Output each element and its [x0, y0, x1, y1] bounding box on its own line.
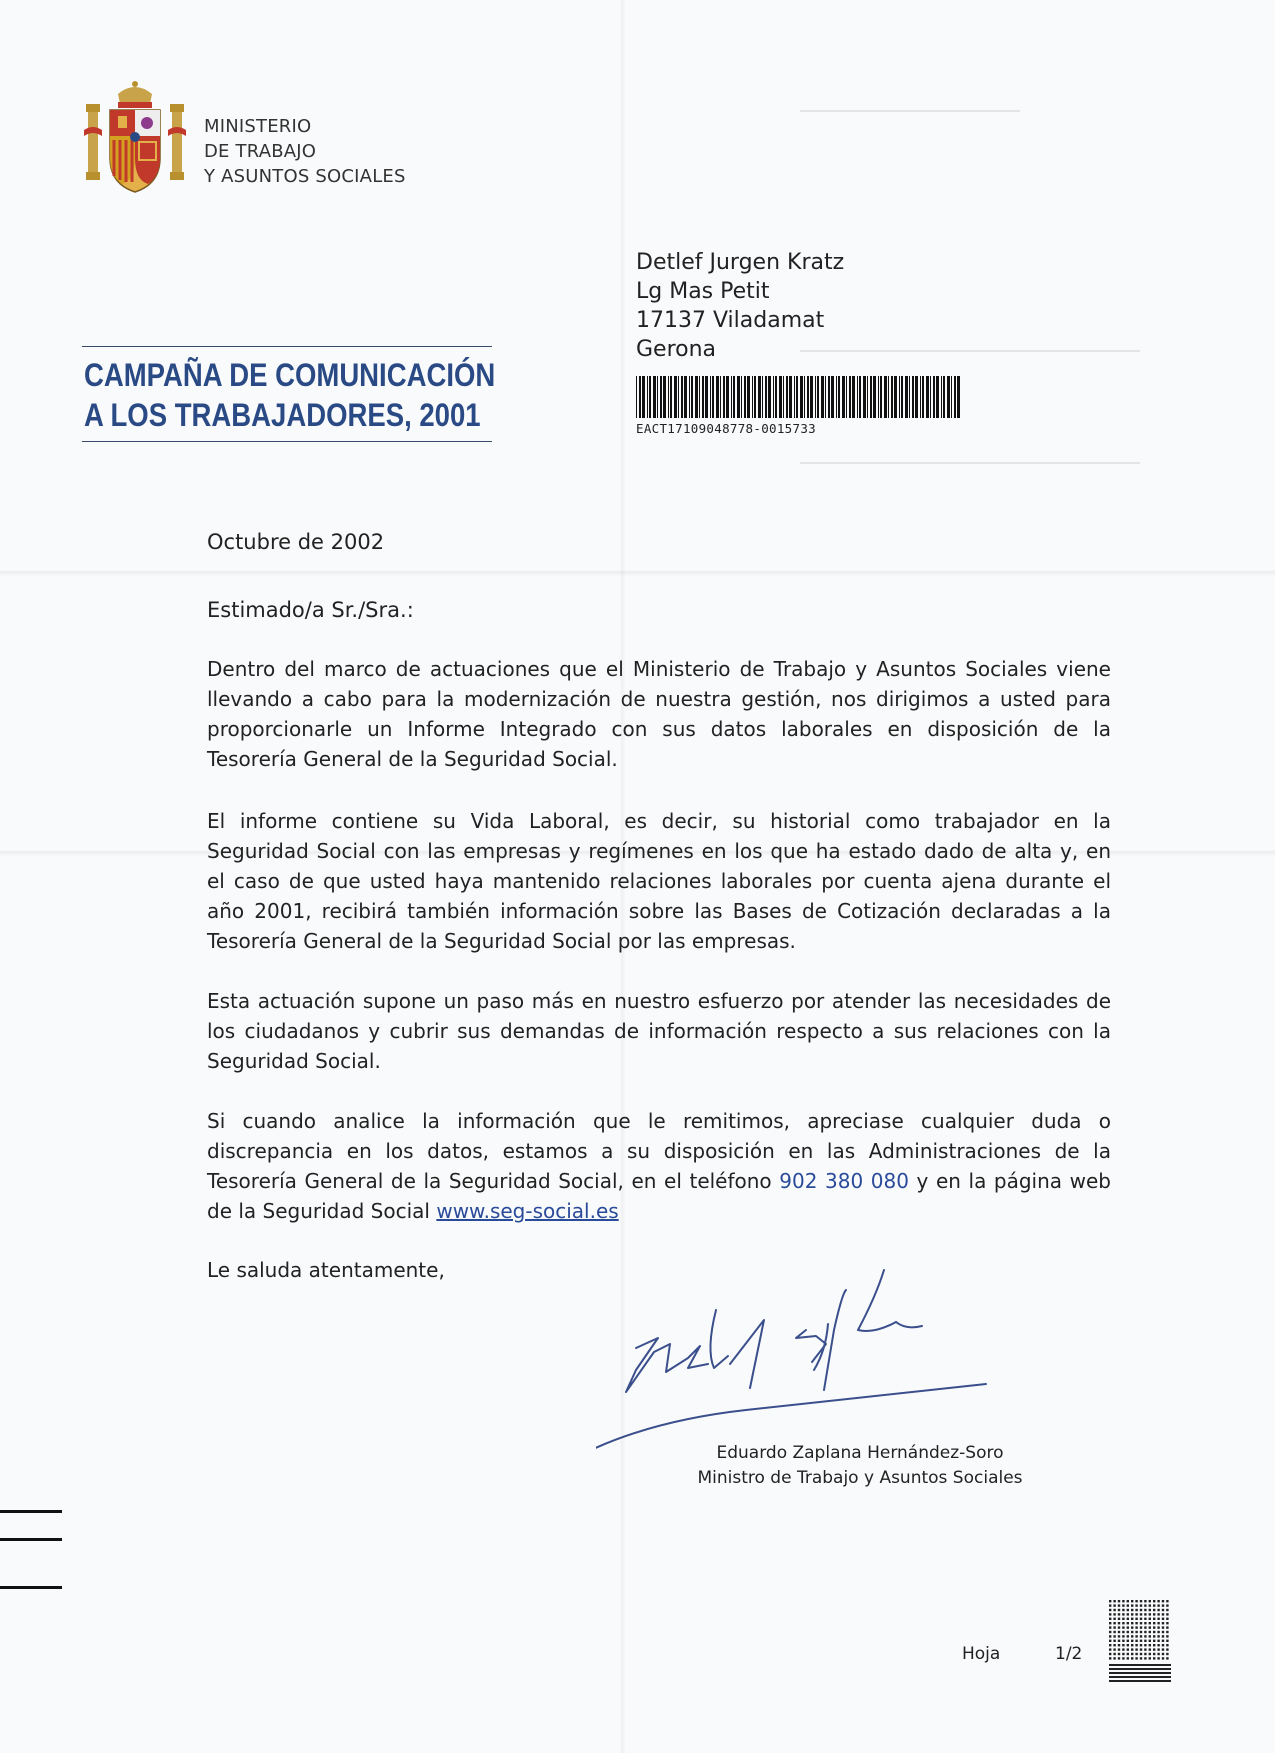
recipient-address	[636, 248, 844, 364]
barcode	[636, 376, 964, 418]
barcode-number: EACT17109048778-0015733	[636, 421, 816, 436]
paragraph-2: El informe contiene su Vida Laboral, es decir, su historial como trabajador en la Seguridad Social con las empresas y regímenes en los que ha estado dado de alta y, en el caso de que usted haya mantenido relaciones laborales por cuenta ajena durante el año 2001, recibirá también información sobre las Bases de Cotización declaradas a la Tesorería General de la Seguridad Social por las empresas.	[207, 809, 1111, 953]
paragraph-4	[207, 1106, 1111, 1226]
letter-date: Octubre de 2002	[207, 530, 385, 554]
dot-code-icon	[1109, 1600, 1171, 1682]
recipient-name: Detlef Jurgen Kratz	[636, 250, 845, 275]
paragraph-4-text-b: y en la página web de la Seguridad Social	[207, 1169, 1111, 1223]
recipient-street: Lg Mas Petit	[636, 279, 770, 304]
signer-block	[610, 1441, 1110, 1491]
paragraph-1: Dentro del marco de actuaciones que el Ministerio de Trabajo y Asuntos Sociales viene llevando a cabo para la modernización de nuestra gestión, nos dirigimos a usted para proporcionarle un Informe Integrado con sus datos laborales en disposición de la Tesorería General de la Seguridad Social.	[207, 657, 1111, 771]
page-label: Hoja	[962, 1644, 1001, 1664]
phone-number: 902 380 080	[779, 1169, 909, 1193]
signer-name: Eduardo Zaplana Hernández-Soro	[716, 1443, 1004, 1463]
recipient-city: 17137 Viladamat	[636, 308, 825, 333]
ministry-line-3: Y ASUNTOS SOCIALES	[204, 166, 406, 187]
website-link[interactable]: www.seg-social.es	[436, 1199, 619, 1223]
show-through-ghost	[800, 100, 1150, 600]
margin-mark	[0, 1586, 62, 1589]
campaign-title-line-1: CAMPAÑA DE COMUNICACIÓN	[84, 357, 496, 393]
ministry-line-2: DE TRABAJO	[204, 141, 317, 162]
signer-title: Ministro de Trabajo y Asuntos Sociales	[697, 1468, 1023, 1488]
signature-image	[596, 1260, 1106, 1455]
letter-closing: Le saluda atentamente,	[207, 1258, 445, 1282]
paragraph-4-text-a: Si cuando analice la información que le remitimos, apreciase cualquier duda o discrepancia en los datos, estamos a su disposición en las Administraciones de la Tesorería General de la Seguridad Social, en el teléfono	[207, 1109, 1111, 1193]
recipient-province: Gerona	[636, 337, 717, 362]
page-number: 1/2	[1055, 1644, 1083, 1664]
spanish-coat-of-arms-icon	[82, 80, 188, 196]
campaign-title	[82, 346, 496, 442]
ministry-line-1: MINISTERIO	[204, 116, 312, 137]
margin-mark	[0, 1510, 62, 1513]
letter-greeting: Estimado/a Sr./Sra.:	[207, 598, 414, 622]
margin-mark	[0, 1538, 62, 1541]
campaign-title-line-2: A LOS TRABAJADORES, 2001	[84, 397, 481, 433]
paragraph-3: Esta actuación supone un paso más en nuestro esfuerzo por atender las necesidades de los ciudadanos y cubrir sus demandas de información respecto a sus relaciones con la Seguridad Social.	[207, 989, 1111, 1073]
ministry-name	[204, 114, 406, 189]
